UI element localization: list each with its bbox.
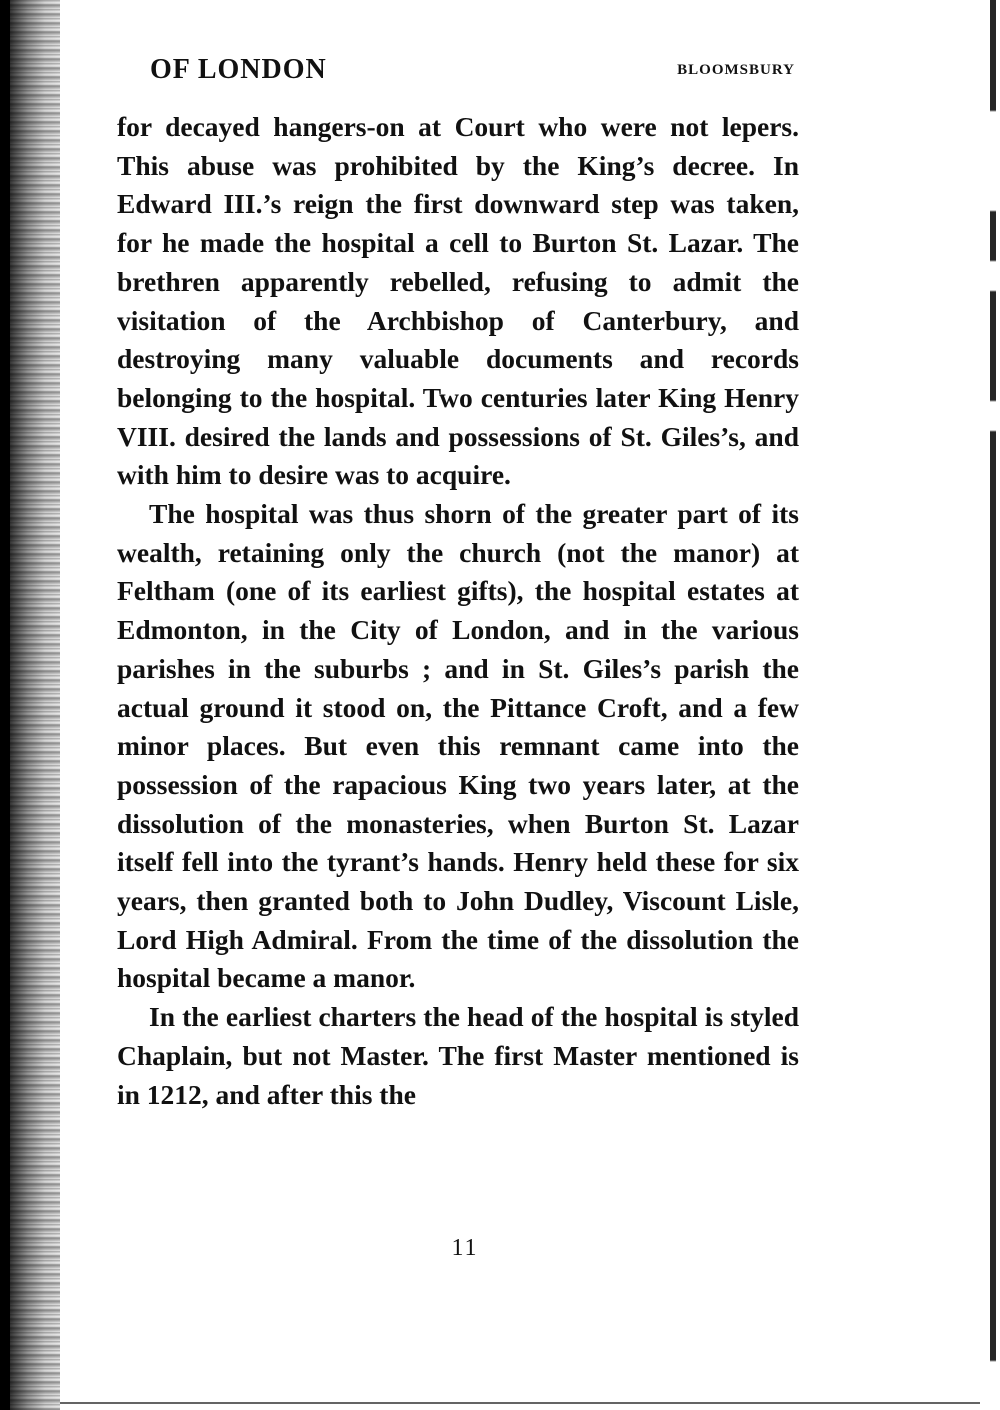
paragraph: In the earliest charters the head of the hospital is styled Chaplain, but not Master. The first Master mentioned is in 1212, and after this the xyxy=(117,1001,799,1110)
paragraph-continued: for decayed hangers-on at Court who were not lepers. This abuse was prohibited by the King’s decree. In Edward III.’s reign the first downward step was taken, for he made the hospital a cell to Burton St. Lazar. The brethren apparently rebelled, refusing to admit the visitation of the Archbishop of Canterbury, and destroying many valuable documents and records belonging to the hospital. Two centuries later King Henry VIII. desired the lands and possessions of St. Giles’s, and with him to desire was to acquire. xyxy=(117,111,799,491)
spine-edge xyxy=(0,0,10,1410)
running-head xyxy=(150,54,795,90)
page-number: 11 xyxy=(451,1235,479,1261)
body-text xyxy=(117,108,799,1114)
running-head-section: BLOOMSBURY xyxy=(677,62,795,78)
paragraph: The hospital was thus shorn of the greater part of its wealth, retaining only the church (not the manor) at Feltham (one of its earliest gifts), the hospital estates at Edmonton, in the City of London, and in the various parishes in the suburbs ; and in St. Giles’s parish the actual ground it stood on, the Pittance Croft, and a few minor places. But even this remnant came into the possession of the rapacious King two years later, at the dissolution of the monasteries, when Burton St. Lazar itself fell into the tyrant’s hands. Henry held these for six years, then granted both to John Dudley, Viscount Lisle, Lord High Admiral. From the time of the dissolution the hospital became a manor. xyxy=(117,498,799,994)
right-page-edge xyxy=(990,0,996,1410)
bottom-page-edge xyxy=(60,1402,980,1404)
running-head-title: OF LONDON xyxy=(150,54,327,85)
